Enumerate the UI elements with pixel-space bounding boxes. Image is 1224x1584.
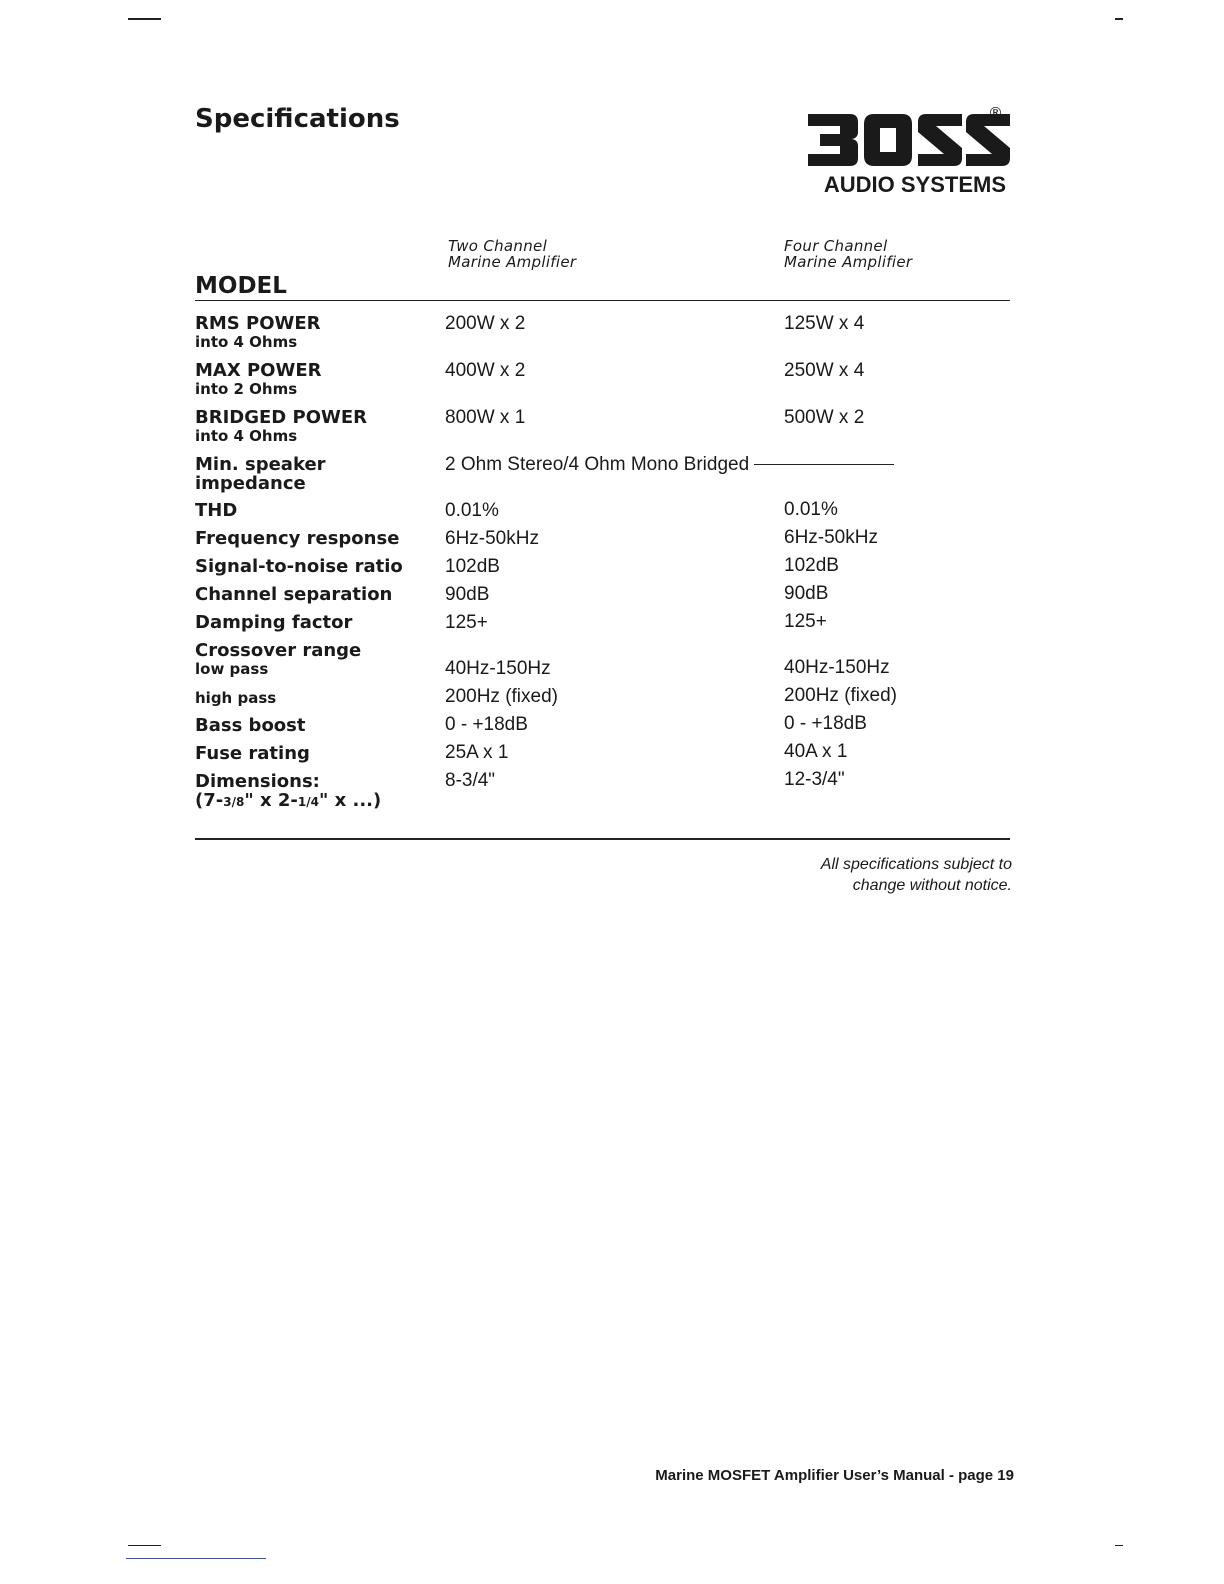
spec-label: THD: [195, 500, 238, 521]
column-header-two-channel: [448, 238, 576, 270]
spec-label: Damping factor: [195, 612, 353, 633]
spec-value-four-channel: 200Hz (fixed): [784, 685, 897, 706]
spec-value-four-channel: 12-3/4": [784, 769, 845, 790]
spec-value-four-channel: 40Hz-150Hz: [784, 657, 890, 678]
disclaimer-note: [821, 854, 1012, 896]
divider: [195, 300, 1010, 301]
logo-subtitle: AUDIO SYSTEMS: [823, 172, 1006, 197]
column-header-line: Marine Amplifier: [448, 253, 577, 271]
spec-value-four-channel: 500W x 2: [784, 407, 865, 428]
spec-sub-label: low pass: [195, 660, 269, 678]
spec-label: Fuse rating: [195, 743, 310, 764]
crop-mark: [128, 18, 161, 20]
spec-value-two-channel: 40Hz-150Hz: [445, 658, 551, 679]
crop-mark: [1115, 1545, 1123, 1546]
dim-part: " x ...): [318, 790, 382, 811]
spec-value-four-channel: 0 - +18dB: [784, 713, 867, 734]
spec-value-four-channel: 125+: [784, 611, 827, 632]
spec-label: Frequency response: [195, 528, 400, 549]
spec-label: [195, 361, 322, 399]
spec-value-four-channel: 250W x 4: [784, 360, 865, 381]
boss-logo-icon: [806, 108, 1012, 170]
spec-value-two-channel: 0 - +18dB: [445, 714, 528, 735]
column-header-line: Four Channel: [784, 237, 888, 255]
disclaimer-line: All specifications subject to: [820, 856, 1012, 873]
spec-sub-label: into 2 Ohms: [195, 380, 298, 398]
spec-sub-label: impedance: [195, 473, 306, 494]
spec-value-four-channel: 90dB: [784, 583, 829, 604]
dim-part: (7-: [195, 790, 224, 811]
crop-mark: [126, 1558, 266, 1559]
spec-value-two-channel: 400W x 2: [445, 360, 526, 381]
column-header-four-channel: [784, 238, 912, 270]
spec-label: [195, 314, 321, 352]
registered-mark: ®: [988, 104, 1003, 122]
spec-label: Signal-to-noise ratio: [195, 556, 403, 577]
spec-value-two-channel: 2 Ohm Stereo/4 Ohm Mono Bridged: [445, 454, 750, 475]
spec-label: [195, 455, 326, 493]
shared-value-line: [754, 464, 894, 465]
spec-label-text: BRIDGED POWER: [195, 407, 368, 428]
spec-label-text: Min. speaker: [195, 454, 326, 475]
spec-label: Channel separation: [195, 584, 393, 605]
spec-value-two-channel: 6Hz-50kHz: [445, 528, 539, 549]
crop-mark: [128, 1545, 161, 1546]
column-header-line: Marine Amplifier: [784, 253, 913, 271]
page-title: Specifications: [195, 104, 400, 134]
spec-label: [195, 408, 367, 446]
crop-mark: [1115, 18, 1123, 20]
spec-value-four-channel: 6Hz-50kHz: [784, 527, 878, 548]
spec-value-two-channel: 0.01%: [445, 500, 499, 521]
column-header-line: Two Channel: [448, 237, 548, 255]
spec-value-two-channel: 125+: [445, 612, 488, 633]
spec-value-two-channel: 200W x 2: [445, 313, 526, 334]
spec-value-two-channel: 25A x 1: [445, 742, 509, 763]
spec-label: Bass boost: [195, 715, 306, 736]
spec-value-two-channel: 102dB: [445, 556, 500, 577]
spec-value-two-channel: 800W x 1: [445, 407, 526, 428]
spec-value-four-channel: 125W x 4: [784, 313, 865, 334]
spec-label: [195, 641, 361, 679]
model-label: MODEL: [195, 273, 287, 299]
page-footer: Marine MOSFET Amplifier User’s Manual - page 19: [655, 1467, 1014, 1484]
spec-value-four-channel: 102dB: [784, 555, 839, 576]
dim-part: 1/4: [297, 795, 319, 809]
spec-value-two-channel: 200Hz (fixed): [445, 686, 558, 707]
spec-label-text: RMS POWER: [195, 313, 321, 334]
spec-value-four-channel: 0.01%: [784, 499, 838, 520]
spec-sub-label: into 4 Ohms: [195, 427, 298, 445]
spec-label-text: Dimensions:: [195, 771, 320, 792]
spec-value-four-channel: 40A x 1: [784, 741, 848, 762]
disclaimer-line: change without notice.: [852, 877, 1012, 894]
spec-label-text: MAX POWER: [195, 360, 322, 381]
dim-part: 3/8: [223, 795, 245, 809]
brand-logo: [806, 104, 1012, 204]
spec-label-text: Crossover range: [195, 640, 362, 661]
spec-value-two-channel: 90dB: [445, 584, 490, 605]
dim-part: " x 2-: [244, 790, 298, 811]
spec-label: [195, 772, 381, 812]
divider: [195, 838, 1010, 840]
spec-value-two-channel: 8-3/4": [445, 770, 496, 791]
dimensions-sub-label: [195, 791, 381, 812]
spec-label: high pass: [195, 689, 277, 707]
spec-sub-label: into 4 Ohms: [195, 333, 298, 351]
